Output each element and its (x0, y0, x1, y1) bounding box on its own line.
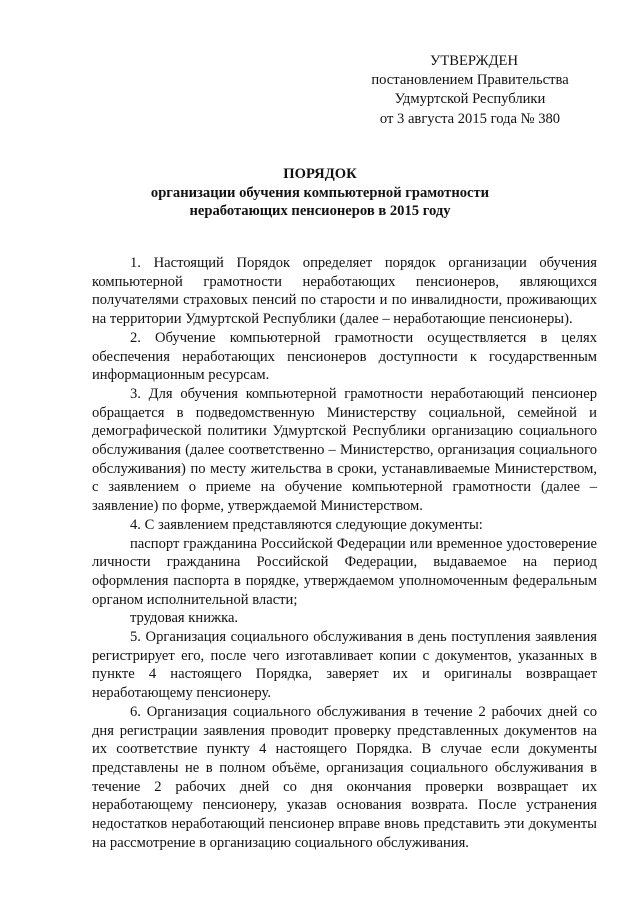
paragraph-6: 6. Организация социального обслуживания в течение 2 рабочих дней со дня регистрации заявления проводит проверку представленных документов на их соответствие пункту 4 настоящего Порядка. В случае если документы представлены не в полном объёме, организация социального обслуживания в течение 2 рабочих дней со дня окончания проверки возвращает их неработающему пенсионеру, указав основания возврата. После устранения недостатков неработающий пенсионер вправе вновь представить эти документы на рассмотрение в организацию социального обслуживания. (92, 703, 597, 851)
title-subtitle-line-1: организации обучения компьютерной грамотности (150, 184, 490, 201)
approval-date-line: от 3 августа 2015 года № 380 (379, 110, 561, 127)
approval-heading: УТВЕРЖДЕН (430, 53, 518, 69)
title-subtitle-line-2: неработающих пенсионеров в 2015 году (189, 203, 451, 219)
document-title (60, 165, 580, 221)
paragraph-1: 1. Настоящий Порядок определяет порядок организации обучения компьютерной грамотности неработающих пенсионеров, являющихся получателями страховых пенсий по старости и по инвалидности, проживающих на территории Удмуртской Республики (далее – неработающие пенсионеры). (92, 255, 597, 328)
paragraph-5: 5. Организация социального обслуживания в день поступления заявления регистрирует его, после чего изготавливает копии с документов, указанных в пункте 4 настоящего Порядка, заверяет их и оригиналы возвращает неработающему пенсионеру. (92, 629, 597, 702)
paragraph-4-item-workbook: трудовая книжка. (130, 610, 239, 627)
paragraph-2: 2. Обучение компьютерной грамотности осуществляется в целях обеспечения неработающих пенсионеров доступности к государственным информационным ресурсам. (92, 329, 597, 384)
paragraph-3: 3. Для обучения компьютерной грамотности неработающий пенсионер обращается в подведомственную Министерству социальной, семейной и демографической политики Удмуртской Республики организацию социального обслуживания (далее соответственно – Министерство, организация социального обслуживания) по месту жительства в сроки, устанавливаемые Министерством, с заявлением о приеме на обучение компьютерной грамотности (далее – заявление) по форме, утверждаемой Министерством. (92, 385, 597, 515)
paragraph-4-item-passport: паспорт гражданина Российской Федерации или временное удостоверение личности гражданина Российской Федерации, выдаваемое на период оформления паспорта в порядке, утверждаемом уполномоченным федеральным органом исполнительной власти; (92, 535, 597, 608)
title-heading: ПОРЯДОК (283, 166, 357, 182)
approval-resolution-line: постановлением Правительства (371, 72, 569, 89)
document-body (92, 254, 597, 853)
approval-block (360, 52, 580, 129)
paragraph-4: 4. С заявлением представляются следующие документы: (130, 516, 483, 533)
approval-authority-line: Удмуртской Республики (394, 91, 546, 108)
